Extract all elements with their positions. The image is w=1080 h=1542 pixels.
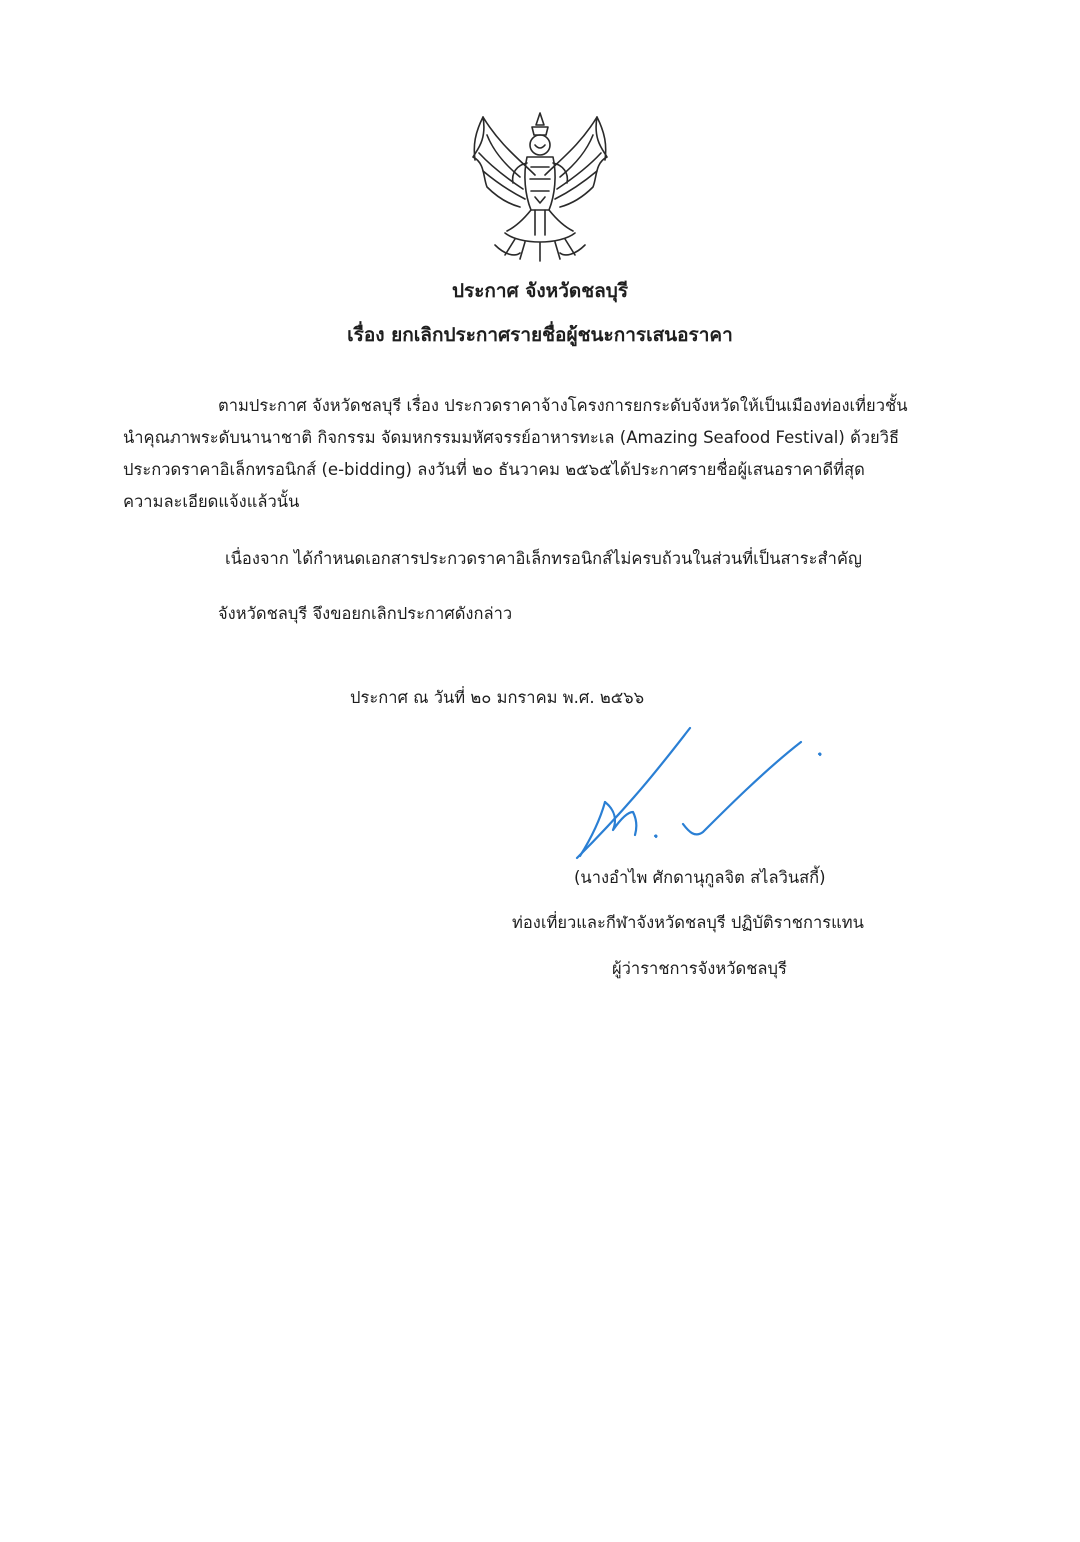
announcement-subject: เรื่อง ยกเลิกประกาศรายชื่อผู้ชนะการเสนอราคา — [347, 324, 733, 346]
paragraph-1-line-3: ประกวดราคาอิเล็กทรอนิกส์ (e-bidding) ลงวันที่ ๒๐ ธันวาคม ๒๕๖๕ได้ประกาศรายชื่อผู้เสนอราคาดีที่สุด — [123, 460, 865, 479]
signatory-name: (นางอำไพ ศักดานุกูลจิต สไลวินสกี้) — [574, 868, 826, 887]
handwritten-signature — [565, 720, 835, 860]
garuda-emblem-icon — [465, 105, 615, 265]
announcement-title: ประกาศ จังหวัดชลบุรี — [451, 280, 629, 302]
paragraph-1-line-1: ตามประกาศ จังหวัดชลบุรี เรื่อง ประกวดราคาจ้างโครงการยกระดับจังหวัดให้เป็นเมืองท่องเที่ยวชั้น — [218, 396, 908, 415]
signatory-position: ท่องเที่ยวและกีฬาจังหวัดชลบุรี ปฏิบัติราชการแทน — [512, 913, 864, 932]
paragraph-1-line-4: ความละเอียดแจ้งแล้วนั้น — [123, 492, 300, 511]
paragraph-3: จังหวัดชลบุรี จึงขอยกเลิกประกาศดังกล่าว — [218, 604, 513, 623]
signatory-office: ผู้ว่าราชการจังหวัดชลบุรี — [612, 959, 787, 978]
paragraph-1-line-2: นำคุณภาพระดับนานาชาติ กิจกรรม จัดมหกรรมมหัศจรรย์อาหารทะเล (Amazing Seafood Festival) ด้วยวิธี — [123, 428, 900, 447]
announcement-date: ประกาศ ณ วันที่ ๒๐ มกราคม พ.ศ. ๒๕๖๖ — [350, 688, 645, 707]
paragraph-2: เนื่องจาก ได้กำหนดเอกสารประกวดราคาอิเล็กทรอนิกส์ไม่ครบถ้วนในส่วนที่เป็นสาระสำคัญ — [225, 549, 862, 568]
